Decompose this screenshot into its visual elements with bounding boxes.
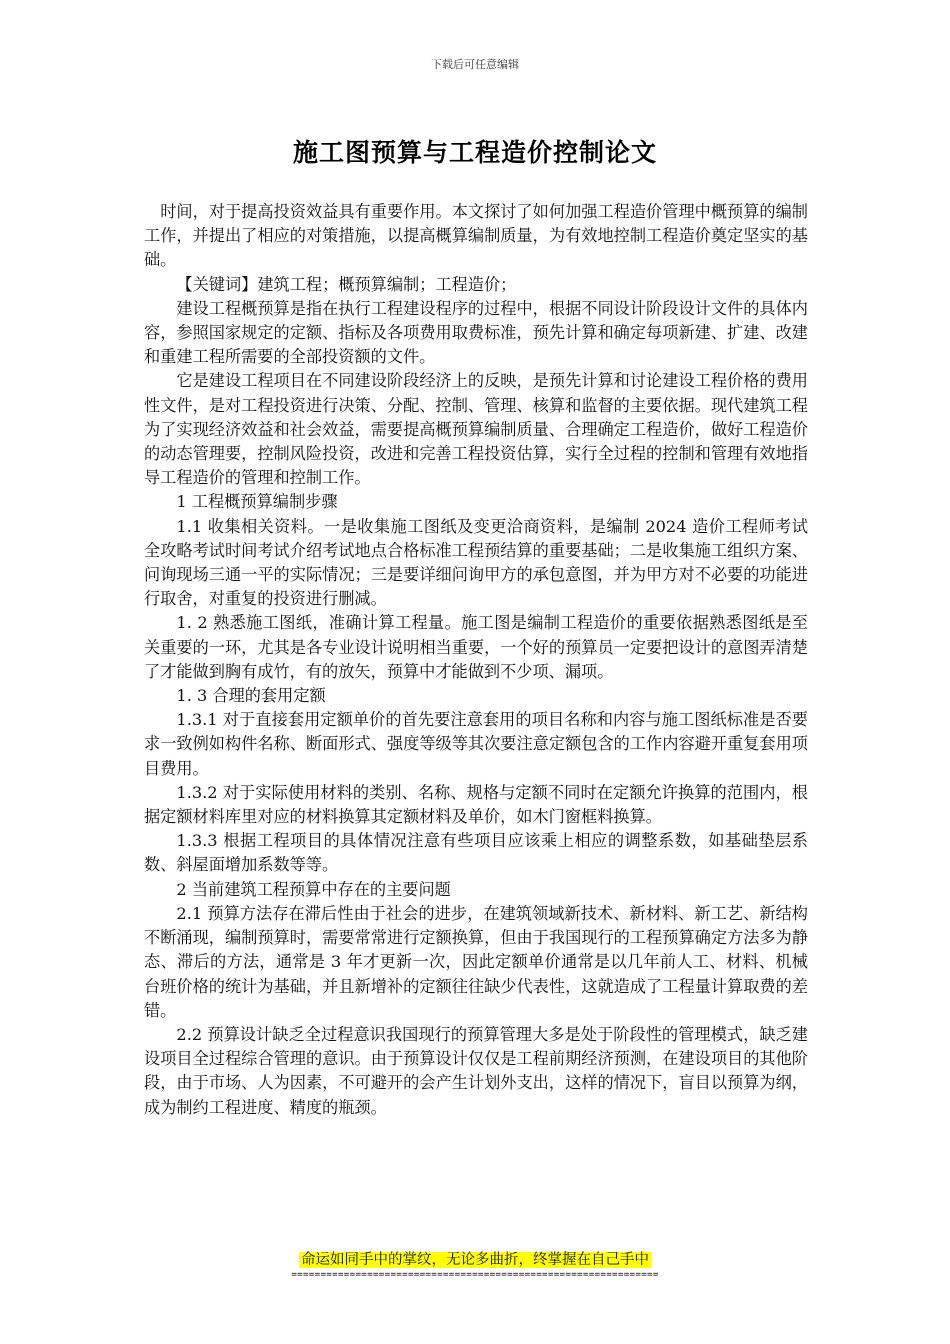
abstract-paragraph: 时间，对于提高投资效益具有重要作用。本文探讨了如何加强工程造价管理中概预算的编制工作，并提出了相应的对策措施，以提高概算编制质量，为有效地控制工程造价奠定坚实的基础。 <box>144 202 808 270</box>
body-paragraph: 它是建设工程项目在不同建设阶段经济上的反映，是预先计算和讨论建设工程价格的费用性文件，是对工程投资进行决策、分配、控制、管理、核算和监督的主要依据。现代建筑工程为了实现经济效益和社会效益，需要提高概预算编制质量、合理确定工程造价，做好工程造价的动态管理要，控制风险投资，改进和完善工程投资估算，实行全过程的控制和管理有效地指导工程造价的管理和控制工作。 <box>144 371 808 488</box>
body-paragraph: 1.3.1 对于直接套用定额单价的首先要注意套用的项目名称和内容与施工图纸标准是否要求一致例如构件名称、断面形式、强度等级等其次要注意定额包含的工作内容避开重复套用项目费用。 <box>144 710 808 778</box>
body-paragraph: 1.3.2 对于实际使用材料的类别、名称、规格与定额不同时在定额允许换算的范围内，根据定额材料库里对应的材料换算其定额材料及单价，如木门窗框料换算。 <box>144 782 808 827</box>
footer-divider: =============================================================== <box>291 1269 659 1280</box>
section-heading: 2 当前建筑工程预算中存在的主要问题 <box>176 879 451 899</box>
subsection-heading: 1. 3 合理的套用定额 <box>176 686 326 706</box>
keywords-paragraph: 【关键词】建筑工程；概预算编制；工程造价； <box>176 274 517 294</box>
body-paragraph: 建设工程概预算是指在执行工程建设程序的过程中，根据不同设计阶段设计文件的具体内容，参照国家规定的定额、指标及各项费用取费标准，预先计算和确定每项新建、扩建、改建和重建工程所需要的全部投资额的文件。 <box>144 298 808 367</box>
footer-motto-text: 命运如同手中的掌纹，无论多曲折，终掌握在自己手中 <box>301 1252 649 1268</box>
body-paragraph: 2.2 预算设计缺乏全过程意识我国现行的预算管理大多是处于阶段性的管理模式，缺乏建设项目全过程综合管理的意识。由于预算设计仅仅是工程前期经济预测，在建设项目的其他阶段，由于市场、人为因素，不可避开的会产生计划外支出，这样的情况下，盲目以预算为纲，成为制约工程进度、精度的瓶颈。 <box>144 1024 808 1117</box>
body-paragraph: 1.3.3 根据工程项目的具体情况注意有些项目应该乘上相应的调整系数，如基础垫层系数、斜屋面增加系数等等。 <box>144 831 808 875</box>
body-paragraph: 1. 2 熟悉施工图纸，准确计算工程量。施工图是编制工程造价的重要依据熟悉图纸是至关重要的一环，尤其是各专业设计说明相当重要，一个好的预算员一定要把设计的意图弄清楚了才能做到胸有成竹，有的放矢，预算中才能做到不少项、漏项。 <box>144 613 808 681</box>
body-paragraph: 2.1 预算方法存在滞后性由于社会的进步，在建筑领域新技术、新材料、新工艺、新结构不断涌现，编制预算时，需要常常进行定额换算，但由于我国现行的工程预算确定方法多为静态、滞后的方法，通常是 3 年才更新一次，因此定额单价通常是以几年前人工、材料、机械台班价格的统计为基础，并且新增补的定额往往缺少代表性，这就造成了工程量计算取费的差错。 <box>144 903 808 1020</box>
header-note: 下载后可任意编辑 <box>431 58 519 71</box>
document-title: 施工图预算与工程造价控制论文 <box>292 138 657 167</box>
footer-motto <box>0 1250 950 1270</box>
section-heading: 1 工程概预算编制步骤 <box>176 492 338 512</box>
document-body <box>144 200 808 1120</box>
body-paragraph: 1.1 收集相关资料。一是收集施工图纸及变更洽商资料，是编制 2024 造价工程师考试全攻略考试时间考试介绍考试地点合格标准工程预结算的重要基础；二是收集施工组织方案、问询现场三通一平的实际情况；三是要详细问询甲方的承包意图，并为甲方对不必要的功能进行取舍，对重复的投资进行删减。 <box>144 516 808 609</box>
